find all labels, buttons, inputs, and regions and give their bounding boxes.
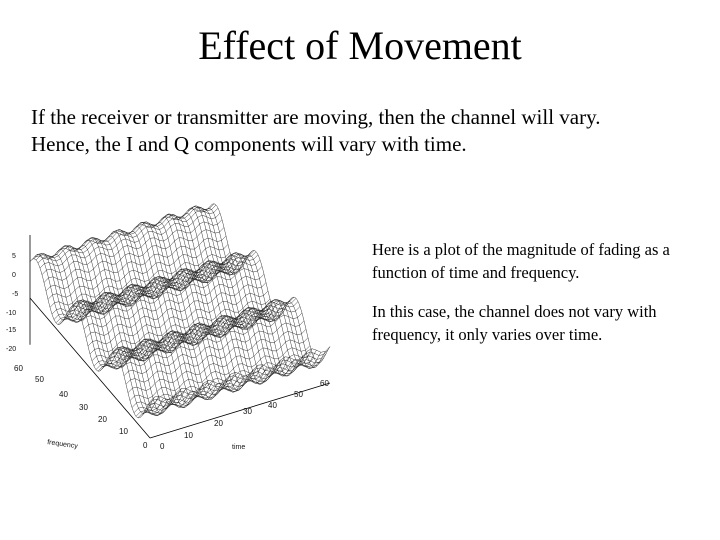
frequency-tick-label: 10 [119, 427, 128, 436]
frequency-tick-label: 40 [59, 390, 68, 399]
fading-surface-plot [0, 200, 360, 460]
plot-note-2: In this case, the channel does not vary with frequency, it only varies over time. [372, 302, 657, 344]
z-tick-label: 0 [12, 272, 16, 279]
mesh-line-time [44, 228, 224, 283]
slide-title: Effect of Movement [198, 23, 522, 68]
z-tick-label: -15 [6, 327, 17, 334]
mesh-line-time [50, 252, 230, 307]
mesh-line-time [42, 220, 222, 275]
frequency-tick-label: 50 [35, 375, 44, 384]
z-tick-label: -20 [6, 346, 17, 353]
frequency-axis-line [30, 298, 150, 438]
intro-paragraph [31, 104, 701, 158]
intro-line-2: Hence, the I and Q components will vary with time. [31, 132, 467, 156]
mesh-line-frequency [71, 248, 191, 407]
z-tick-label: -10 [6, 310, 17, 317]
mesh-line-time [36, 205, 216, 260]
mesh-line-time [118, 302, 298, 357]
mesh-line-frequency [201, 210, 321, 369]
mesh-line-time [150, 347, 330, 402]
time-tick-label: 20 [214, 419, 223, 428]
frequency-tick-label: 20 [98, 415, 107, 424]
mesh-line-time [30, 207, 210, 262]
time-tick-label: 40 [268, 401, 277, 410]
mesh-line-frequency [210, 204, 330, 363]
mesh-line-frequency [161, 217, 281, 376]
mesh-line-time [110, 300, 290, 355]
time-tick-label: 50 [294, 390, 303, 399]
mesh-line-frequency [125, 233, 245, 392]
intro-line-1: If the receiver or transmitter are moving, then the channel will vary. [31, 105, 601, 129]
frequency-tick-label: 30 [79, 403, 88, 412]
mesh-line-time [142, 361, 322, 416]
mesh-line-time [138, 363, 318, 418]
mesh-line-time [112, 298, 292, 353]
mesh-line-frequency [57, 250, 177, 409]
mesh-line-frequency [152, 225, 272, 384]
mesh-line-time [40, 213, 220, 268]
time-tick-label: 10 [184, 431, 193, 440]
mesh-line-time [130, 346, 310, 401]
mesh-line-time [32, 205, 212, 260]
mesh-line-frequency [179, 217, 299, 376]
mesh-line-time [96, 315, 276, 370]
mesh-line-time [46, 236, 226, 291]
mesh-line-time [126, 329, 306, 384]
mesh-line-time [86, 283, 266, 338]
mesh-line-time [72, 251, 252, 306]
time-tick-label: 30 [243, 407, 252, 416]
z-tick-label: -5 [12, 291, 19, 298]
time-tick-label: 60 [320, 379, 329, 388]
frequency-tick-label: 0 [143, 441, 148, 450]
plot-note-1: Here is a plot of the magnitude of fading as a function of time and frequency. [372, 240, 670, 282]
frequency-tick-label: 60 [14, 364, 23, 373]
time-tick-label: 0 [160, 442, 165, 451]
time-axis-line [150, 383, 330, 438]
mesh-line-time [146, 354, 326, 409]
mesh-line-frequency [183, 213, 303, 372]
mesh-line-time [82, 266, 262, 321]
surface-mesh [30, 204, 330, 418]
mesh-line-time [144, 357, 324, 412]
mesh-line-time [70, 253, 250, 308]
time-axis-label: time [232, 444, 246, 451]
plot-notes [372, 238, 718, 362]
mesh-line-time [56, 268, 236, 323]
mesh-line-time [140, 363, 320, 418]
frequency-axis-label: frequency [46, 439, 79, 451]
mesh-line-frequency [206, 208, 326, 367]
mesh-line-frequency [134, 227, 254, 386]
mesh-line-frequency [188, 208, 308, 367]
mesh-line-time [90, 299, 270, 354]
z-tick-label: 5 [12, 253, 16, 260]
mesh-line-frequency [165, 214, 285, 373]
